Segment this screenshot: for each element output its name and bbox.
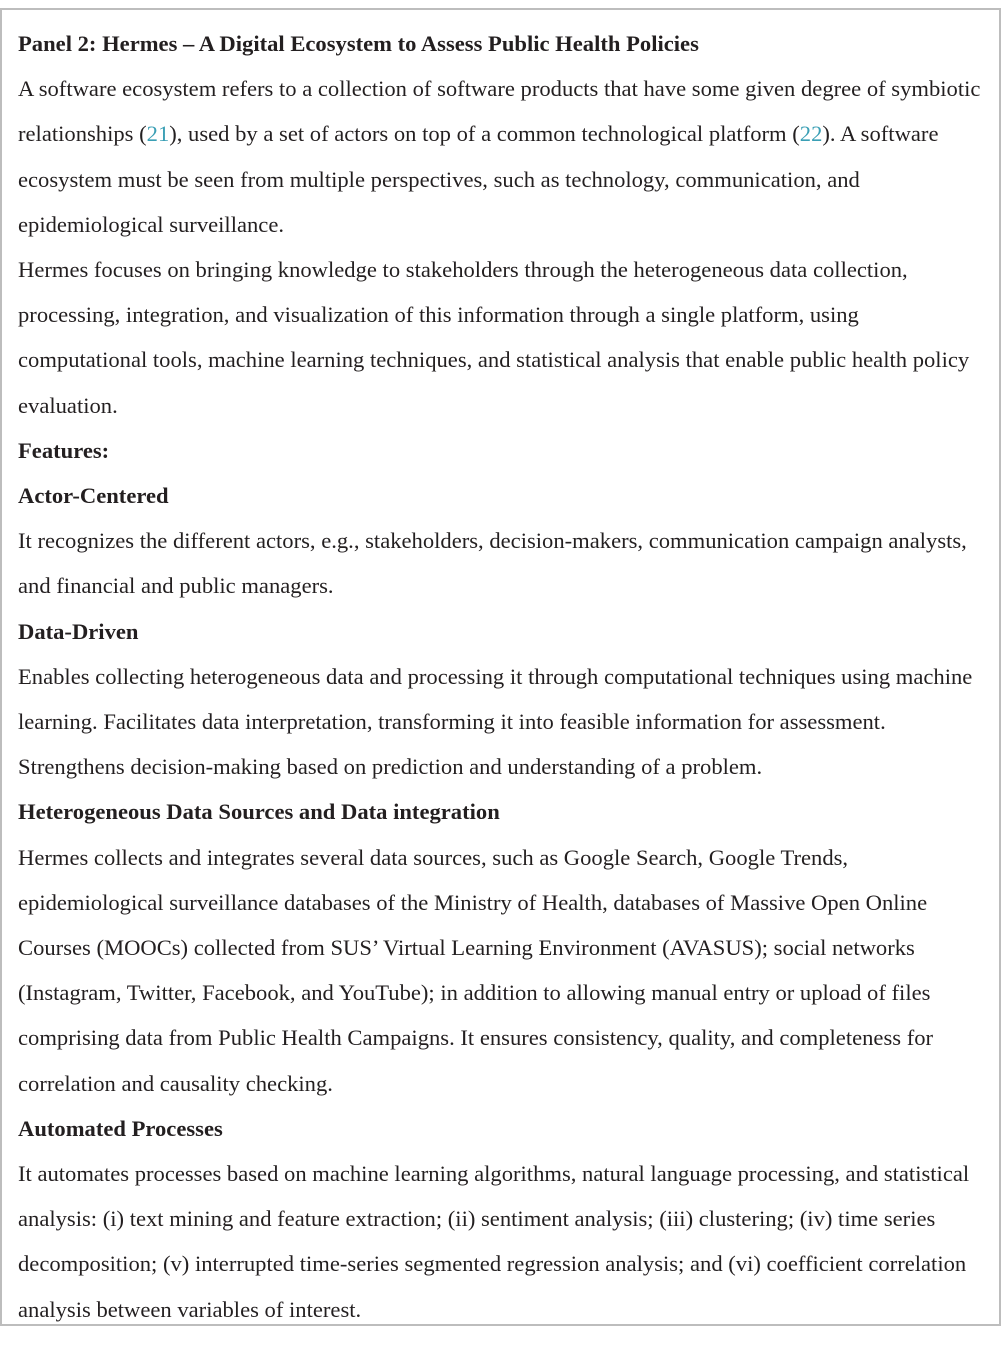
- feature-text-automated-processes: It automates processes based on machine learning algorithms, natural language processing, and statistical analysis: (i) text mining and feature extraction; (ii) sentiment analysis; (iii) clustering; (iv) time series decomposition; (v) interrupted time-series segmented regression analysis; and (vi) coefficient correlation analysis between variables of interest.: [18, 1161, 970, 1322]
- intro-paragraph: [18, 66, 983, 247]
- focus-paragraph: Hermes focuses on bringing knowledge to stakeholders through the heterogeneous data collection, processing, integration, and visualization of this information through a single platform, using computational tools, machine learning techniques, and statistical analysis that enable public health policy evaluation.: [18, 257, 970, 418]
- intro-text-1: A software ecosystem refers to a collection of software products that have some given degree of symbiotic relationships (: [18, 76, 981, 147]
- intro-text-2: ), used by a set of actors on top of a common technological platform (: [169, 121, 800, 147]
- feature-heading-data-sources: Heterogeneous Data Sources and Data integration: [18, 799, 500, 825]
- citation-link-22[interactable]: 22: [799, 121, 823, 147]
- citation-link-21[interactable]: 21: [146, 121, 170, 147]
- feature-text-data-driven: Enables collecting heterogeneous data and processing it through computational techniques using machine learning. Facilitates data interpretation, transforming it into feasible information for assessment. Strengthens decision-making based on prediction and understanding of a problem.: [18, 663, 973, 780]
- panel-box: [0, 8, 1001, 1326]
- feature-text-actor-centered: It recognizes the different actors, e.g., stakeholders, decision-makers, communication campaign analysts, and financial and public managers.: [18, 528, 967, 599]
- feature-heading-actor-centered: Actor-Centered: [18, 483, 169, 509]
- feature-text-data-sources: Hermes collects and integrates several data sources, such as Google Search, Google Trends, epidemiological surveillance databases of the Ministry of Health, databases of Massive Open Online Courses (MOOCs) collected from SUS’ Virtual Learning Environment (AVASUS); social networks (Instagram, Twitter, Facebook, and YouTube); in addition to allowing manual entry or upload of files comprising data from Public Health Campaigns. It ensures consistency, quality, and completeness for correlation and causality checking.: [18, 844, 934, 1096]
- intro-text-3: ). A software ecosystem must be seen from multiple perspectives, such as technology, communication, and epidemiological surveillance.: [18, 121, 939, 237]
- panel-title: Panel 2: Hermes – A Digital Ecosystem to Assess Public Health Policies: [18, 31, 699, 56]
- feature-heading-data-driven: Data-Driven: [18, 618, 139, 644]
- feature-heading-automated-processes: Automated Processes: [18, 1115, 223, 1141]
- features-heading: Features:: [18, 437, 110, 463]
